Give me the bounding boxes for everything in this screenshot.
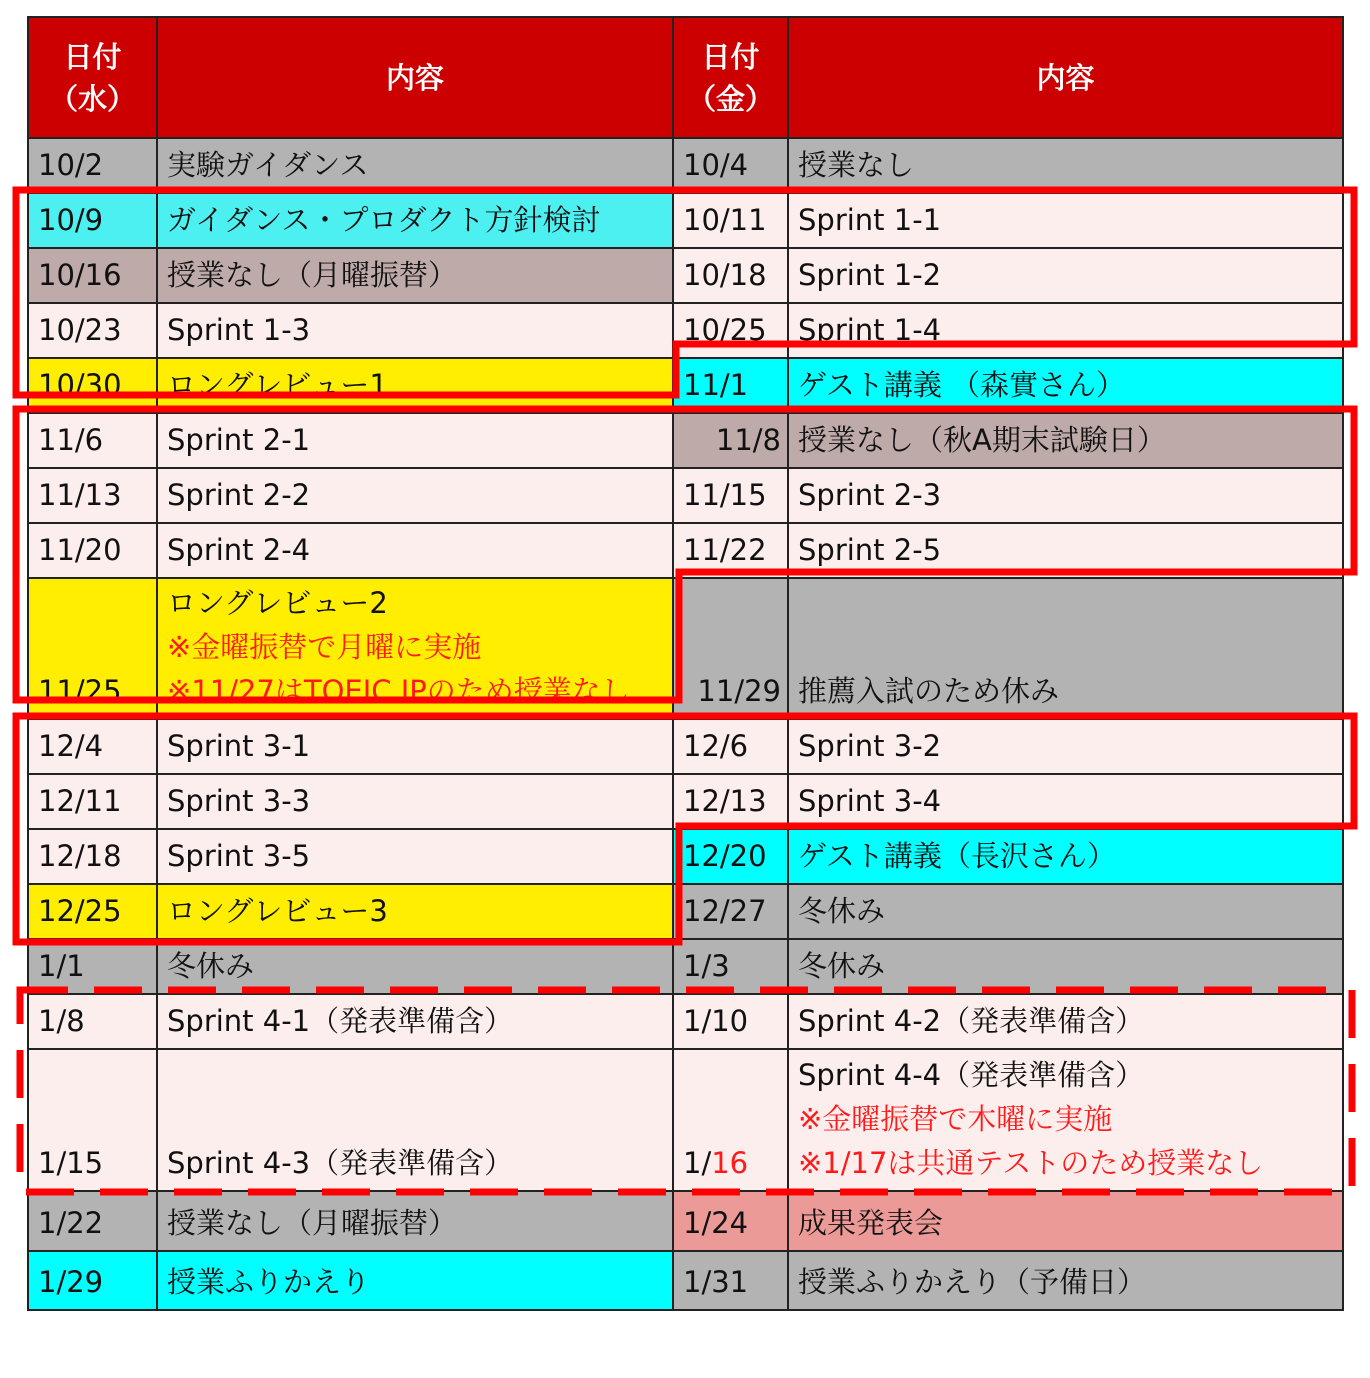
fri-date-cell: 12/27	[673, 884, 788, 939]
wed-date-cell: 11/20	[28, 523, 157, 578]
fri-date-cell: 10/18	[673, 248, 788, 303]
fri-date-suffix: 16	[711, 1146, 749, 1180]
fri-date-cell: 1/10	[673, 994, 788, 1049]
fri-date-cell: 11/8	[673, 413, 788, 468]
fri-content-cell: 授業なし	[788, 138, 1343, 193]
wed-content-cell: Sprint 2-4	[157, 523, 673, 578]
wed-date-cell: 10/30	[28, 358, 157, 413]
wed-content-cell: Sprint 1-3	[157, 303, 673, 358]
wed-content-note: ※11/27はTOEIC IPのため授業なし	[167, 674, 630, 708]
wed-date-cell: 1/22	[28, 1191, 157, 1251]
fri-content-cell: Sprint 1-2	[788, 248, 1343, 303]
table-row	[28, 1049, 1343, 1191]
wed-date-cell: 12/18	[28, 829, 157, 884]
fri-date-prefix: 1/	[683, 1146, 712, 1180]
fri-date-cell: 10/25	[673, 303, 788, 358]
header-fri-date-label: 日付	[701, 39, 760, 74]
table-row	[28, 413, 1343, 468]
table-row	[28, 829, 1343, 884]
fri-content-cell: 推薦入試のため休み	[788, 578, 1343, 719]
header-fri-day-label: （金）	[686, 81, 774, 116]
wed-date-cell: 10/2	[28, 138, 157, 193]
fri-date-cell: 11/29	[673, 578, 788, 719]
fri-content-note: ※金曜振替で木曜に実施	[798, 1102, 1113, 1136]
wed-content-cell: 授業なし（月曜振替）	[157, 248, 673, 303]
wed-content-title: ロングレビュー2	[167, 586, 388, 620]
fri-content-cell: 冬休み	[788, 939, 1343, 994]
wed-content-cell: ロングレビュー1	[157, 358, 673, 413]
wed-content-cell: 授業なし（月曜振替）	[157, 1191, 673, 1251]
fri-date-cell: 11/22	[673, 523, 788, 578]
wed-date-cell: 10/23	[28, 303, 157, 358]
header-wed-content: 内容	[157, 17, 673, 138]
wed-content-cell: 冬休み	[157, 939, 673, 994]
fri-date-cell: 1/31	[673, 1251, 788, 1310]
table-row	[28, 884, 1343, 939]
wed-date-cell: 10/16	[28, 248, 157, 303]
table-row	[28, 303, 1343, 358]
fri-date-cell: 11/1	[673, 358, 788, 413]
fri-content-cell: Sprint 2-3	[788, 468, 1343, 523]
wed-date-cell: 1/8	[28, 994, 157, 1049]
wed-date-cell: 12/11	[28, 774, 157, 829]
fri-date-cell	[673, 1049, 788, 1191]
header-row	[28, 17, 1343, 138]
fri-date-cell: 11/15	[673, 468, 788, 523]
fri-content-cell	[788, 1049, 1343, 1191]
fri-date-cell: 1/24	[673, 1191, 788, 1251]
header-wed-date	[28, 17, 157, 138]
wed-content-cell: Sprint 3-3	[157, 774, 673, 829]
wed-content-cell: ガイダンス・プロダクト方針検討	[157, 193, 673, 248]
schedule-table	[27, 16, 1344, 1311]
wed-content-cell: Sprint 3-5	[157, 829, 673, 884]
wed-content-cell: Sprint 3-1	[157, 719, 673, 774]
wed-date-cell: 11/25	[28, 578, 157, 719]
fri-content-cell: Sprint 1-4	[788, 303, 1343, 358]
table-row	[28, 1191, 1343, 1251]
fri-content-title: Sprint 4-4（発表準備含）	[798, 1058, 1145, 1092]
fri-content-cell: 冬休み	[788, 884, 1343, 939]
fri-content-cell: Sprint 3-4	[788, 774, 1343, 829]
fri-date-cell: 12/6	[673, 719, 788, 774]
wed-content-cell	[157, 578, 673, 719]
table-row	[28, 248, 1343, 303]
wed-content-cell: Sprint 2-2	[157, 468, 673, 523]
fri-content-cell: 授業ふりかえり（予備日）	[788, 1251, 1343, 1310]
wed-date-cell: 12/25	[28, 884, 157, 939]
wed-content-note: ※金曜振替で月曜に実施	[167, 630, 482, 664]
fri-content-cell: 成果発表会	[788, 1191, 1343, 1251]
fri-content-cell: Sprint 2-5	[788, 523, 1343, 578]
header-fri-date	[673, 17, 788, 138]
fri-date-cell: 10/11	[673, 193, 788, 248]
table-row	[28, 138, 1343, 193]
table-row	[28, 774, 1343, 829]
wed-content-cell: Sprint 2-1	[157, 413, 673, 468]
fri-content-cell: Sprint 4-2（発表準備含）	[788, 994, 1343, 1049]
fri-content-cell: 授業なし（秋A期末試験日）	[788, 413, 1343, 468]
table-row	[28, 468, 1343, 523]
table-row	[28, 1251, 1343, 1310]
wed-date-cell: 11/6	[28, 413, 157, 468]
fri-content-cell: ゲスト講義（長沢さん）	[788, 829, 1343, 884]
wed-date-cell: 11/13	[28, 468, 157, 523]
table-row	[28, 523, 1343, 578]
table-row	[28, 578, 1343, 719]
table-row	[28, 939, 1343, 994]
wed-date-cell: 1/15	[28, 1049, 157, 1191]
wed-date-cell: 12/4	[28, 719, 157, 774]
wed-content-cell: ロングレビュー3	[157, 884, 673, 939]
wed-content-cell: Sprint 4-3（発表準備含）	[157, 1049, 673, 1191]
fri-date-cell: 12/20	[673, 829, 788, 884]
fri-date-cell: 1/3	[673, 939, 788, 994]
table-row	[28, 719, 1343, 774]
wed-content-cell: Sprint 4-1（発表準備含）	[157, 994, 673, 1049]
wed-content-cell: 授業ふりかえり	[157, 1251, 673, 1310]
table-row	[28, 358, 1343, 413]
wed-content-cell: 実験ガイダンス	[157, 138, 673, 193]
fri-content-note: ※1/17は共通テストのため授業なし	[798, 1146, 1264, 1180]
table-row	[28, 193, 1343, 248]
fri-date-cell: 12/13	[673, 774, 788, 829]
header-wed-date-label: 日付	[63, 39, 122, 74]
fri-content-cell: Sprint 3-2	[788, 719, 1343, 774]
fri-content-cell: Sprint 1-1	[788, 193, 1343, 248]
header-fri-content: 内容	[788, 17, 1343, 138]
wed-date-cell: 1/29	[28, 1251, 157, 1310]
header-wed-day-label: （水）	[48, 81, 136, 116]
fri-date-cell: 10/4	[673, 138, 788, 193]
wed-date-cell: 10/9	[28, 193, 157, 248]
table-row	[28, 994, 1343, 1049]
fri-content-cell: ゲスト講義 （森實さん）	[788, 358, 1343, 413]
wed-date-cell: 1/1	[28, 939, 157, 994]
